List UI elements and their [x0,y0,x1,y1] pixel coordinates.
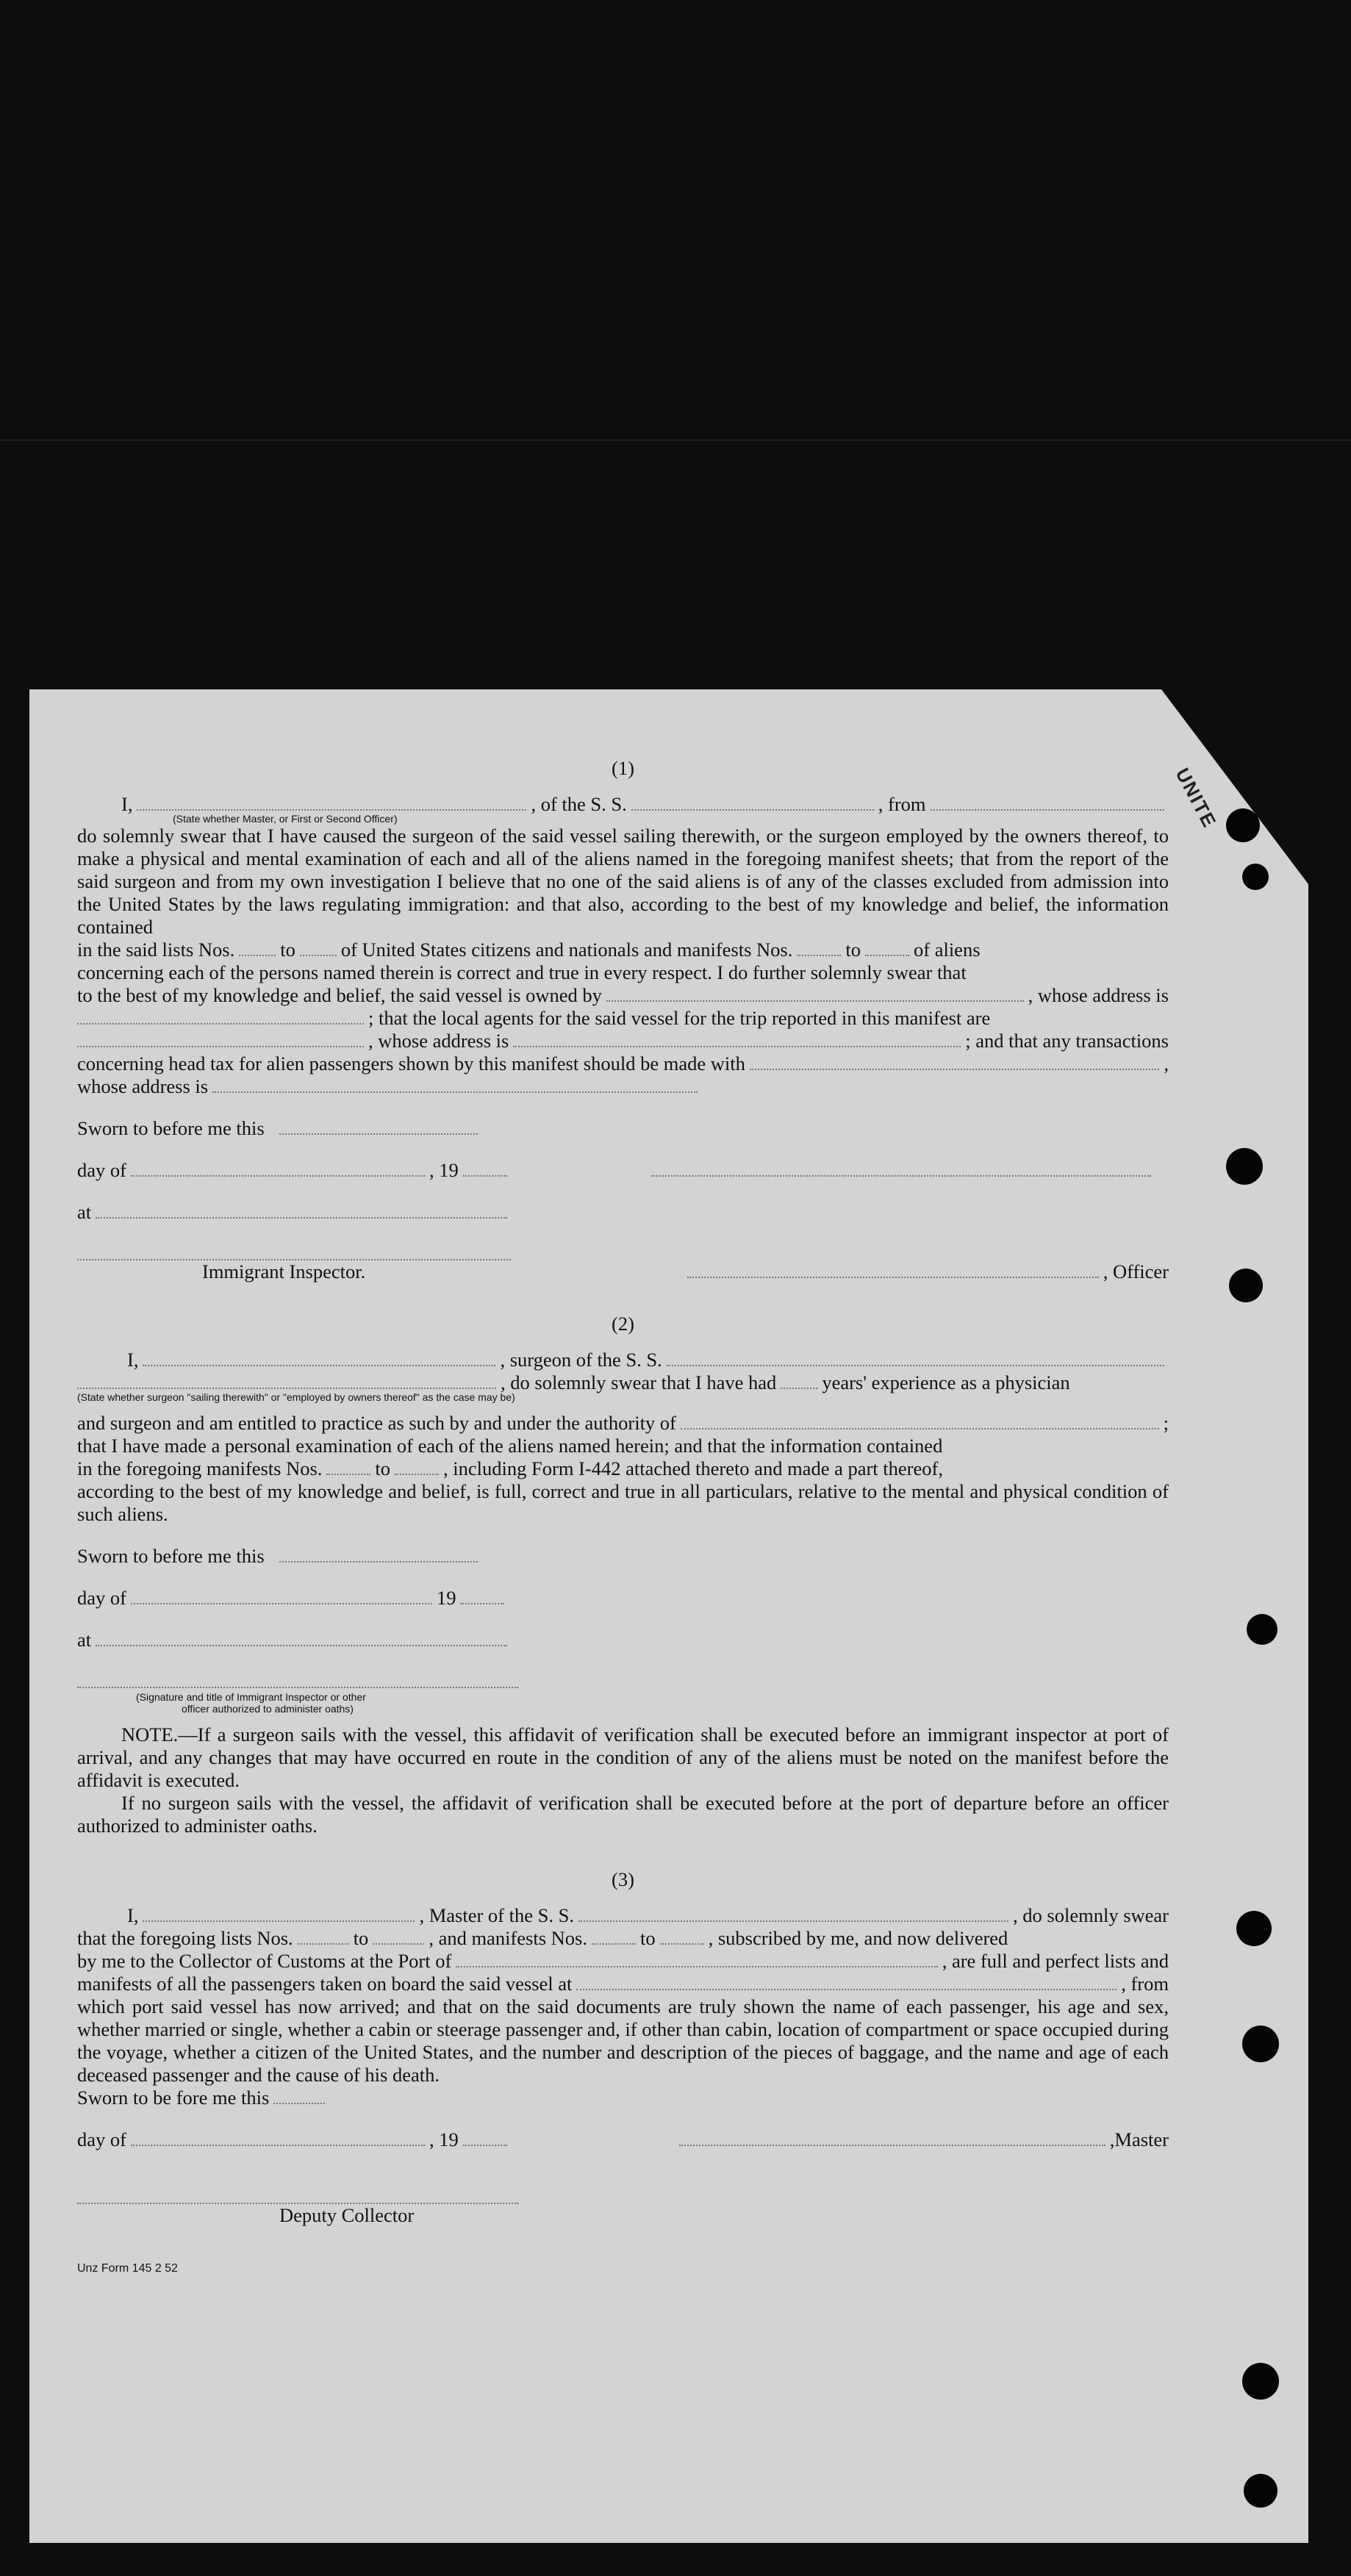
text: , do solemnly swear [1013,1904,1169,1926]
inspector-signature-blank[interactable] [77,1243,511,1260]
lists-line [77,939,1169,961]
text: to [375,1457,391,1479]
owner-line [77,984,1169,1007]
port-line [77,1973,1169,1995]
text: by me to the Collector of Customs at the Port of [77,1950,452,1972]
signature-caption-1: (Signature and title of Immigrant Inspector or other [136,1691,366,1703]
text: Sworn to before me this [77,1545,265,1567]
text: years' experience as a physician [822,1371,1070,1393]
place-blank[interactable] [96,1629,507,1646]
section-surgeon-affidavit [77,1313,1169,1837]
manifest-line [77,1457,1169,1480]
agents-address-blank[interactable] [513,1030,961,1047]
manifest-to-blank[interactable] [865,939,909,956]
oath-paragraph-cont: concerning each of the persons named therein is correct and true in every respect. I do further solemnly swear that [77,961,967,983]
manifest-from-blank[interactable] [592,1927,636,1945]
exam-text: that I have made a personal examination of each of the aliens named herein; and that the information contained [77,1435,943,1457]
sworn-line [77,1545,1169,1568]
text: , surgeon of the S. S. [500,1349,662,1371]
text: of United States citizens and nationals and manifests Nos. [340,939,793,961]
manifest-from-blank[interactable] [326,1457,370,1475]
text: 19 [436,1587,456,1609]
text: ; that the local agents for the said vessel for the trip reported in this manifest are [368,1007,991,1029]
text: to [280,939,295,961]
text: , and manifests Nos. [429,1927,587,1949]
punch-hole [1242,2363,1279,2400]
section-number: (1) [612,757,634,779]
text: , whose address is [368,1030,509,1052]
years-blank[interactable] [781,1371,817,1389]
section-master-affidavit [77,757,1169,1283]
oath-paragraph: do solemnly swear that I have caused the surgeon of the said vessel sailing therewith, or the surgeon employed by the owners thereof, to make a physical and mental examination of each and all of the aliens named in the foregoing manifest sheets; that from the report of the said surgeon and from my own investigation I believe that no one of the said aliens is of any of the classes excluded from admission into the United States by the laws regulating immigration: and that also, according to the best of my knowledge and belief, the information contained [77,825,1169,938]
text: , Officer [1103,1260,1169,1282]
list-from-blank[interactable] [239,939,276,956]
manifest-to-blank[interactable] [660,1927,704,1945]
text: , from [878,793,926,815]
text: to [845,939,861,961]
master-signature-blank[interactable] [679,2128,1105,2146]
day-blank[interactable] [131,1587,432,1604]
text: ,Master [1109,2128,1169,2150]
place-blank[interactable] [96,1201,507,1219]
text: to the best of my knowledge and belief, the said vessel is owned by [77,984,602,1006]
collector-line [77,1950,1169,1973]
text: manifests of all the passengers taken on board the said vessel at [77,1973,573,1995]
text: I, [127,1349,139,1371]
master-line [77,1904,1169,1927]
text: and surgeon and am entitled to practice as such by and under the authority of [77,1412,676,1434]
day-of-line [77,1587,1169,1610]
text: to [639,1927,656,1949]
whose-address-line [77,1075,1169,1098]
sworn-date-blank[interactable] [273,2087,325,2104]
list-to-blank[interactable] [373,1927,424,1945]
headtax-line: concerning head tax for alien passengers shown by this manifest should be made with , [77,1052,1169,1074]
agents-address-line [77,1030,1169,1052]
text: , subscribed by me, and now delivered [708,1927,1008,1949]
text: in the said lists Nos. [77,939,235,961]
scan-artifact-line [0,440,1351,441]
surgeon-name-blank[interactable] [143,1349,495,1366]
day-blank[interactable] [131,2128,425,2146]
corner-stamp-label: UNITE [1171,764,1222,832]
text: Sworn to be fore me this [77,2087,270,2109]
text: , 19 [429,1159,459,1181]
signature-line [77,1671,1169,1688]
deputy-title: Deputy Collector [279,2204,415,2226]
master-name-blank[interactable] [143,1904,415,1922]
owner-address-blank[interactable] [77,1007,364,1025]
inspector-signature-line [77,1243,1169,1260]
surgeon-body: according to the best of my knowledge and belief, is full, correct and true in all particulars, relative to the mental and physical condition of such aliens. [77,1480,1169,1525]
punch-hole [1242,2026,1279,2062]
name-blank[interactable] [137,793,526,811]
text: day of [77,1587,126,1609]
text: Sworn to before me this [77,1117,265,1139]
punch-hole [1226,1148,1263,1185]
text: whose address is [77,1075,209,1097]
text: to [353,1927,369,1949]
text: day of [77,1159,126,1181]
lists-line [77,1927,1169,1950]
punch-hole [1236,1911,1272,1946]
signature-blank[interactable] [651,1159,1151,1177]
text: , Master of the S. S. [419,1904,574,1926]
text: , from [1121,1973,1169,1995]
text: , do solemnly swear that I have had [501,1371,777,1393]
from-port-blank[interactable] [931,793,1164,811]
punch-hole [1247,1614,1277,1645]
text: day of [77,2128,126,2150]
text: at [77,1629,92,1651]
agents-line [77,1007,1169,1030]
text: that the foregoing lists Nos. [77,1927,293,1949]
punch-hole [1244,2474,1277,2508]
text: , 19 [429,2128,459,2150]
list-to-blank[interactable] [300,939,337,956]
text: I, [127,1904,139,1926]
text: , whose address is [1028,984,1169,1006]
inspector-title: Immigrant Inspector. [202,1260,366,1282]
year-blank[interactable] [460,1587,504,1604]
text: I, [121,793,133,815]
day-of-line [77,2128,1169,2151]
signature-caption-2: officer authorized to administer oaths) [182,1703,354,1715]
sworn-line [77,1117,1169,1140]
surgeon-name-line [77,1349,1169,1371]
day-blank[interactable] [131,1159,425,1177]
authority-blank[interactable] [681,1412,1159,1429]
punch-hole [1229,1269,1263,1302]
note-surgeon-sails: NOTE.—If a surgeon sails with the vessel, this affidavit of verification shall be executed before an immigrant inspector at port of arrival, and any changes that may have occurred en route in the condition of any of the aliens must be noted on the manifest before the affidavit is executed. [77,1723,1169,1791]
ship-blank[interactable] [578,1904,1008,1922]
section-number: (2) [612,1313,634,1335]
manifest-from-blank[interactable] [797,939,841,956]
form-number: Unz Form 145 2 52 [77,2262,178,2275]
section-number: (3) [612,1868,634,1890]
departure-port-blank[interactable] [576,1973,1117,1990]
text: in the foregoing manifests Nos. [77,1457,323,1479]
manifest-body: which port said vessel has now arrived; and that on the said documents are truly shown the name of each passenger, his age and sex, whether married or single, whether a cabin or steerage passenger and, if other than cabin, location of compartment or space occupied during the voyage, whether a citizen of the United States, and the number and description of the pieces of baggage, and the name and age of each deceased passenger and the cause of his death. [77,1995,1169,2086]
surgeon-ship-blank[interactable] [667,1349,1164,1366]
sworn-date-blank[interactable] [279,1545,478,1563]
sailing-blank[interactable] [77,1371,496,1389]
text: concerning head tax for alien passengers shown by this manifest should be made with [77,1052,745,1074]
punch-hole [1226,808,1260,842]
text: at [77,1201,92,1223]
text: , including Form I-442 attached thereto and made a part thereof, [443,1457,943,1479]
deputy-signature-line [77,2186,1169,2204]
affidavit-document [77,757,1169,2275]
punch-hole [1242,864,1269,890]
text: of aliens [914,939,981,961]
port-blank[interactable] [456,1950,937,1967]
text: , of the S. S. [531,793,627,815]
at-line [77,1201,1169,1224]
sworn-line [77,2087,1169,2109]
ship-blank[interactable] [631,793,874,811]
inspector-signature-blank[interactable] [77,1671,518,1688]
officer-line [77,1260,1169,1283]
officer-caption: (State whether Master, or First or Second Officer) [173,813,398,825]
agents-blank[interactable] [77,1030,364,1047]
headtax-address-blank[interactable] [212,1075,698,1093]
manifest-to-blank[interactable] [395,1457,439,1475]
surgeon-caption: (State whether surgeon "sailing therewith" or "employed by owners thereof" as the case may be) [77,1391,515,1403]
headtax-blank[interactable] [750,1052,1160,1070]
note-no-surgeon: If no surgeon sails with the vessel, the affidavit of verification shall be executed before at the port of departure before an officer authorized to administer oaths. [77,1792,1169,1837]
day-of-line [77,1159,1169,1182]
year-blank[interactable] [463,1159,507,1177]
section-master-manifest-affidavit [77,1868,1169,2227]
owner-blank[interactable] [606,984,1024,1002]
year-blank[interactable] [463,2128,507,2146]
text: ; and that any transactions [965,1030,1169,1052]
text: , are full and perfect lists and [942,1950,1169,1972]
authority-line: and surgeon and am entitled to practice as such by and under the authority of ; [77,1412,1169,1434]
deputy-signature-blank[interactable] [77,2186,518,2204]
sworn-date-blank[interactable] [279,1117,478,1135]
list-from-blank[interactable] [298,1927,349,1945]
officer-signature-blank[interactable] [687,1260,1099,1278]
at-line [77,1629,1169,1651]
